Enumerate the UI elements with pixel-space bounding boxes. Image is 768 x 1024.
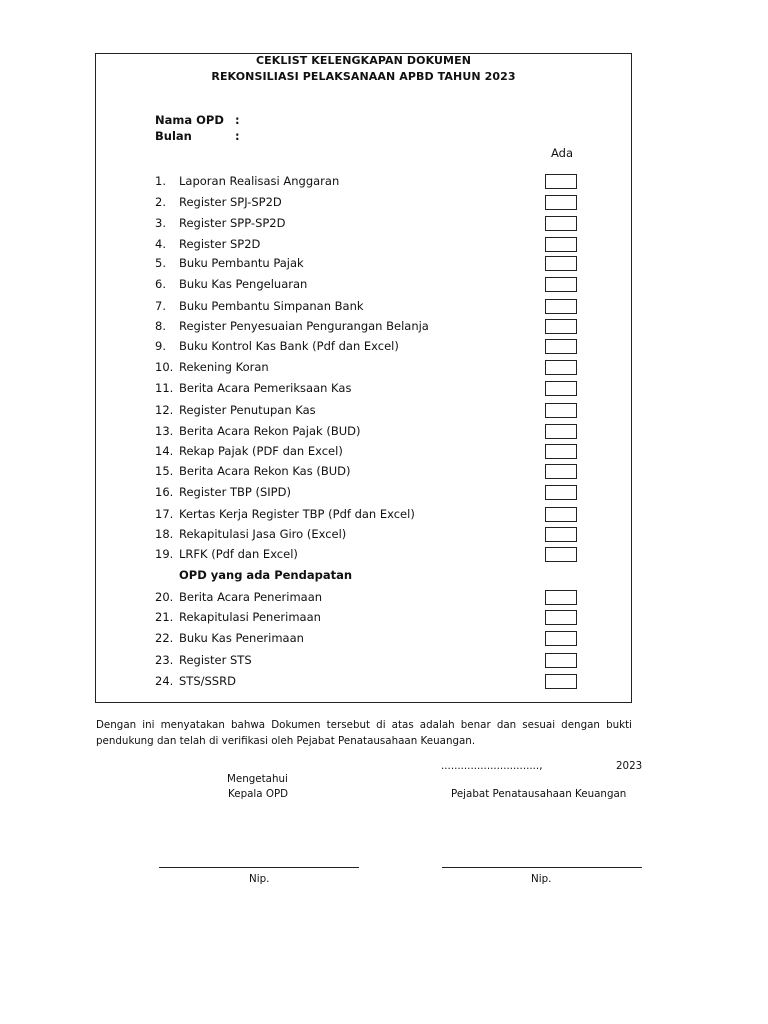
item-number: 16.: [155, 485, 174, 499]
place-date-blank: ..............................,: [441, 760, 543, 772]
item-label: Buku Kas Pengeluaran: [179, 277, 308, 291]
item-number: 18.: [155, 527, 174, 541]
ada-checkbox[interactable]: [545, 237, 577, 252]
ada-checkbox[interactable]: [545, 444, 577, 459]
mengetahui-label: Mengetahui: [227, 773, 288, 785]
item-number: 2.: [155, 195, 166, 209]
item-label: Kertas Kerja Register TBP (Pdf dan Excel): [179, 507, 415, 521]
item-label: Register SP2D: [179, 237, 261, 251]
item-label: Register STS: [179, 653, 252, 667]
ada-checkbox[interactable]: [545, 216, 577, 231]
item-label: Berita Acara Rekon Pajak (BUD): [179, 424, 361, 438]
ada-checkbox[interactable]: [545, 674, 577, 689]
nip-left-label: Nip.: [249, 873, 270, 885]
ada-column-header: Ada: [551, 146, 574, 160]
item-number: 17.: [155, 507, 174, 521]
item-label: Buku Pembantu Simpanan Bank: [179, 299, 364, 313]
item-label: Register SPP-SP2D: [179, 216, 286, 230]
ada-checkbox[interactable]: [545, 339, 577, 354]
item-label: Laporan Realisasi Anggaran: [179, 174, 340, 188]
bulan-label: Bulan: [155, 129, 192, 143]
nama-opd-label: Nama OPD: [155, 113, 224, 127]
item-number: 21.: [155, 610, 174, 624]
ada-checkbox[interactable]: [545, 360, 577, 375]
ada-checkbox[interactable]: [545, 547, 577, 562]
item-label: Register SPJ-SP2D: [179, 195, 282, 209]
nip-right-label: Nip.: [531, 873, 552, 885]
item-number: 19.: [155, 547, 174, 561]
ada-checkbox[interactable]: [545, 424, 577, 439]
ada-checkbox[interactable]: [545, 485, 577, 500]
item-label: Rekening Koran: [179, 360, 269, 374]
item-number: 8.: [155, 319, 166, 333]
item-label: STS/SSRD: [179, 674, 236, 688]
item-label: Rekap Pajak (PDF dan Excel): [179, 444, 343, 458]
item-number: 24.: [155, 674, 174, 688]
ada-checkbox[interactable]: [545, 195, 577, 210]
item-label: Buku Kontrol Kas Bank (Pdf dan Excel): [179, 339, 399, 353]
section-pendapatan-heading: OPD yang ada Pendapatan: [179, 568, 353, 582]
item-number: 22.: [155, 631, 174, 645]
item-number: 4.: [155, 237, 166, 251]
ada-checkbox[interactable]: [545, 610, 577, 625]
item-number: 20.: [155, 590, 174, 604]
item-label: Register Penyesuaian Pengurangan Belanja: [179, 319, 429, 333]
ada-checkbox[interactable]: [545, 631, 577, 646]
item-number: 3.: [155, 216, 166, 230]
item-label: Buku Kas Penerimaan: [179, 631, 304, 645]
nama-opd-colon: :: [235, 113, 240, 127]
ada-checkbox[interactable]: [545, 464, 577, 479]
item-number: 6.: [155, 277, 166, 291]
signature-line-left: [159, 867, 359, 868]
item-label: Register TBP (SIPD): [179, 485, 291, 499]
ada-checkbox[interactable]: [545, 653, 577, 668]
item-label: Berita Acara Rekon Kas (BUD): [179, 464, 351, 478]
kepala-opd-label: Kepala OPD: [228, 788, 289, 800]
ada-checkbox[interactable]: [545, 403, 577, 418]
ada-checkbox[interactable]: [545, 299, 577, 314]
ada-checkbox[interactable]: [545, 256, 577, 271]
item-number: 9.: [155, 339, 166, 353]
item-number: 5.: [155, 256, 166, 270]
signature-year: 2023: [616, 760, 643, 772]
item-label: LRFK (Pdf dan Excel): [179, 547, 298, 561]
document-title: CEKLIST KELENGKAPAN DOKUMEN: [255, 54, 471, 67]
ada-checkbox[interactable]: [545, 381, 577, 396]
item-label: Rekapitulasi Penerimaan: [179, 610, 321, 624]
ada-checkbox[interactable]: [545, 277, 577, 292]
item-label: Buku Pembantu Pajak: [179, 256, 304, 270]
signature-line-right: [442, 867, 642, 868]
item-number: 1.: [155, 174, 166, 188]
item-number: 12.: [155, 403, 174, 417]
item-number: 23.: [155, 653, 174, 667]
ada-checkbox[interactable]: [545, 590, 577, 605]
item-number: 13.: [155, 424, 174, 438]
ada-checkbox[interactable]: [545, 174, 577, 189]
ada-checkbox[interactable]: [545, 507, 577, 522]
item-label: Register Penutupan Kas: [179, 403, 316, 417]
ada-checkbox[interactable]: [545, 319, 577, 334]
item-label: Rekapitulasi Jasa Giro (Excel): [179, 527, 347, 541]
item-number: 7.: [155, 299, 166, 313]
ada-checkbox[interactable]: [545, 527, 577, 542]
pejabat-label: Pejabat Penatausahaan Keuangan: [451, 788, 627, 800]
item-label: Berita Acara Penerimaan: [179, 590, 323, 604]
document-subtitle: REKONSILIASI PELAKSANAAN APBD TAHUN 2023: [211, 70, 516, 83]
item-number: 15.: [155, 464, 174, 478]
item-number: 14.: [155, 444, 174, 458]
bulan-colon: :: [235, 129, 240, 143]
item-number: 11.: [155, 381, 174, 395]
declaration-statement: Dengan ini menyatakan bahwa Dokumen tersebut di atas adalah benar dan sesuai dengan bukti pendukung dan telah di verifikasi oleh Pejabat Penatausahaan Keuangan.: [96, 719, 632, 747]
item-number: 10.: [155, 360, 174, 374]
item-label: Berita Acara Pemeriksaan Kas: [179, 381, 352, 395]
